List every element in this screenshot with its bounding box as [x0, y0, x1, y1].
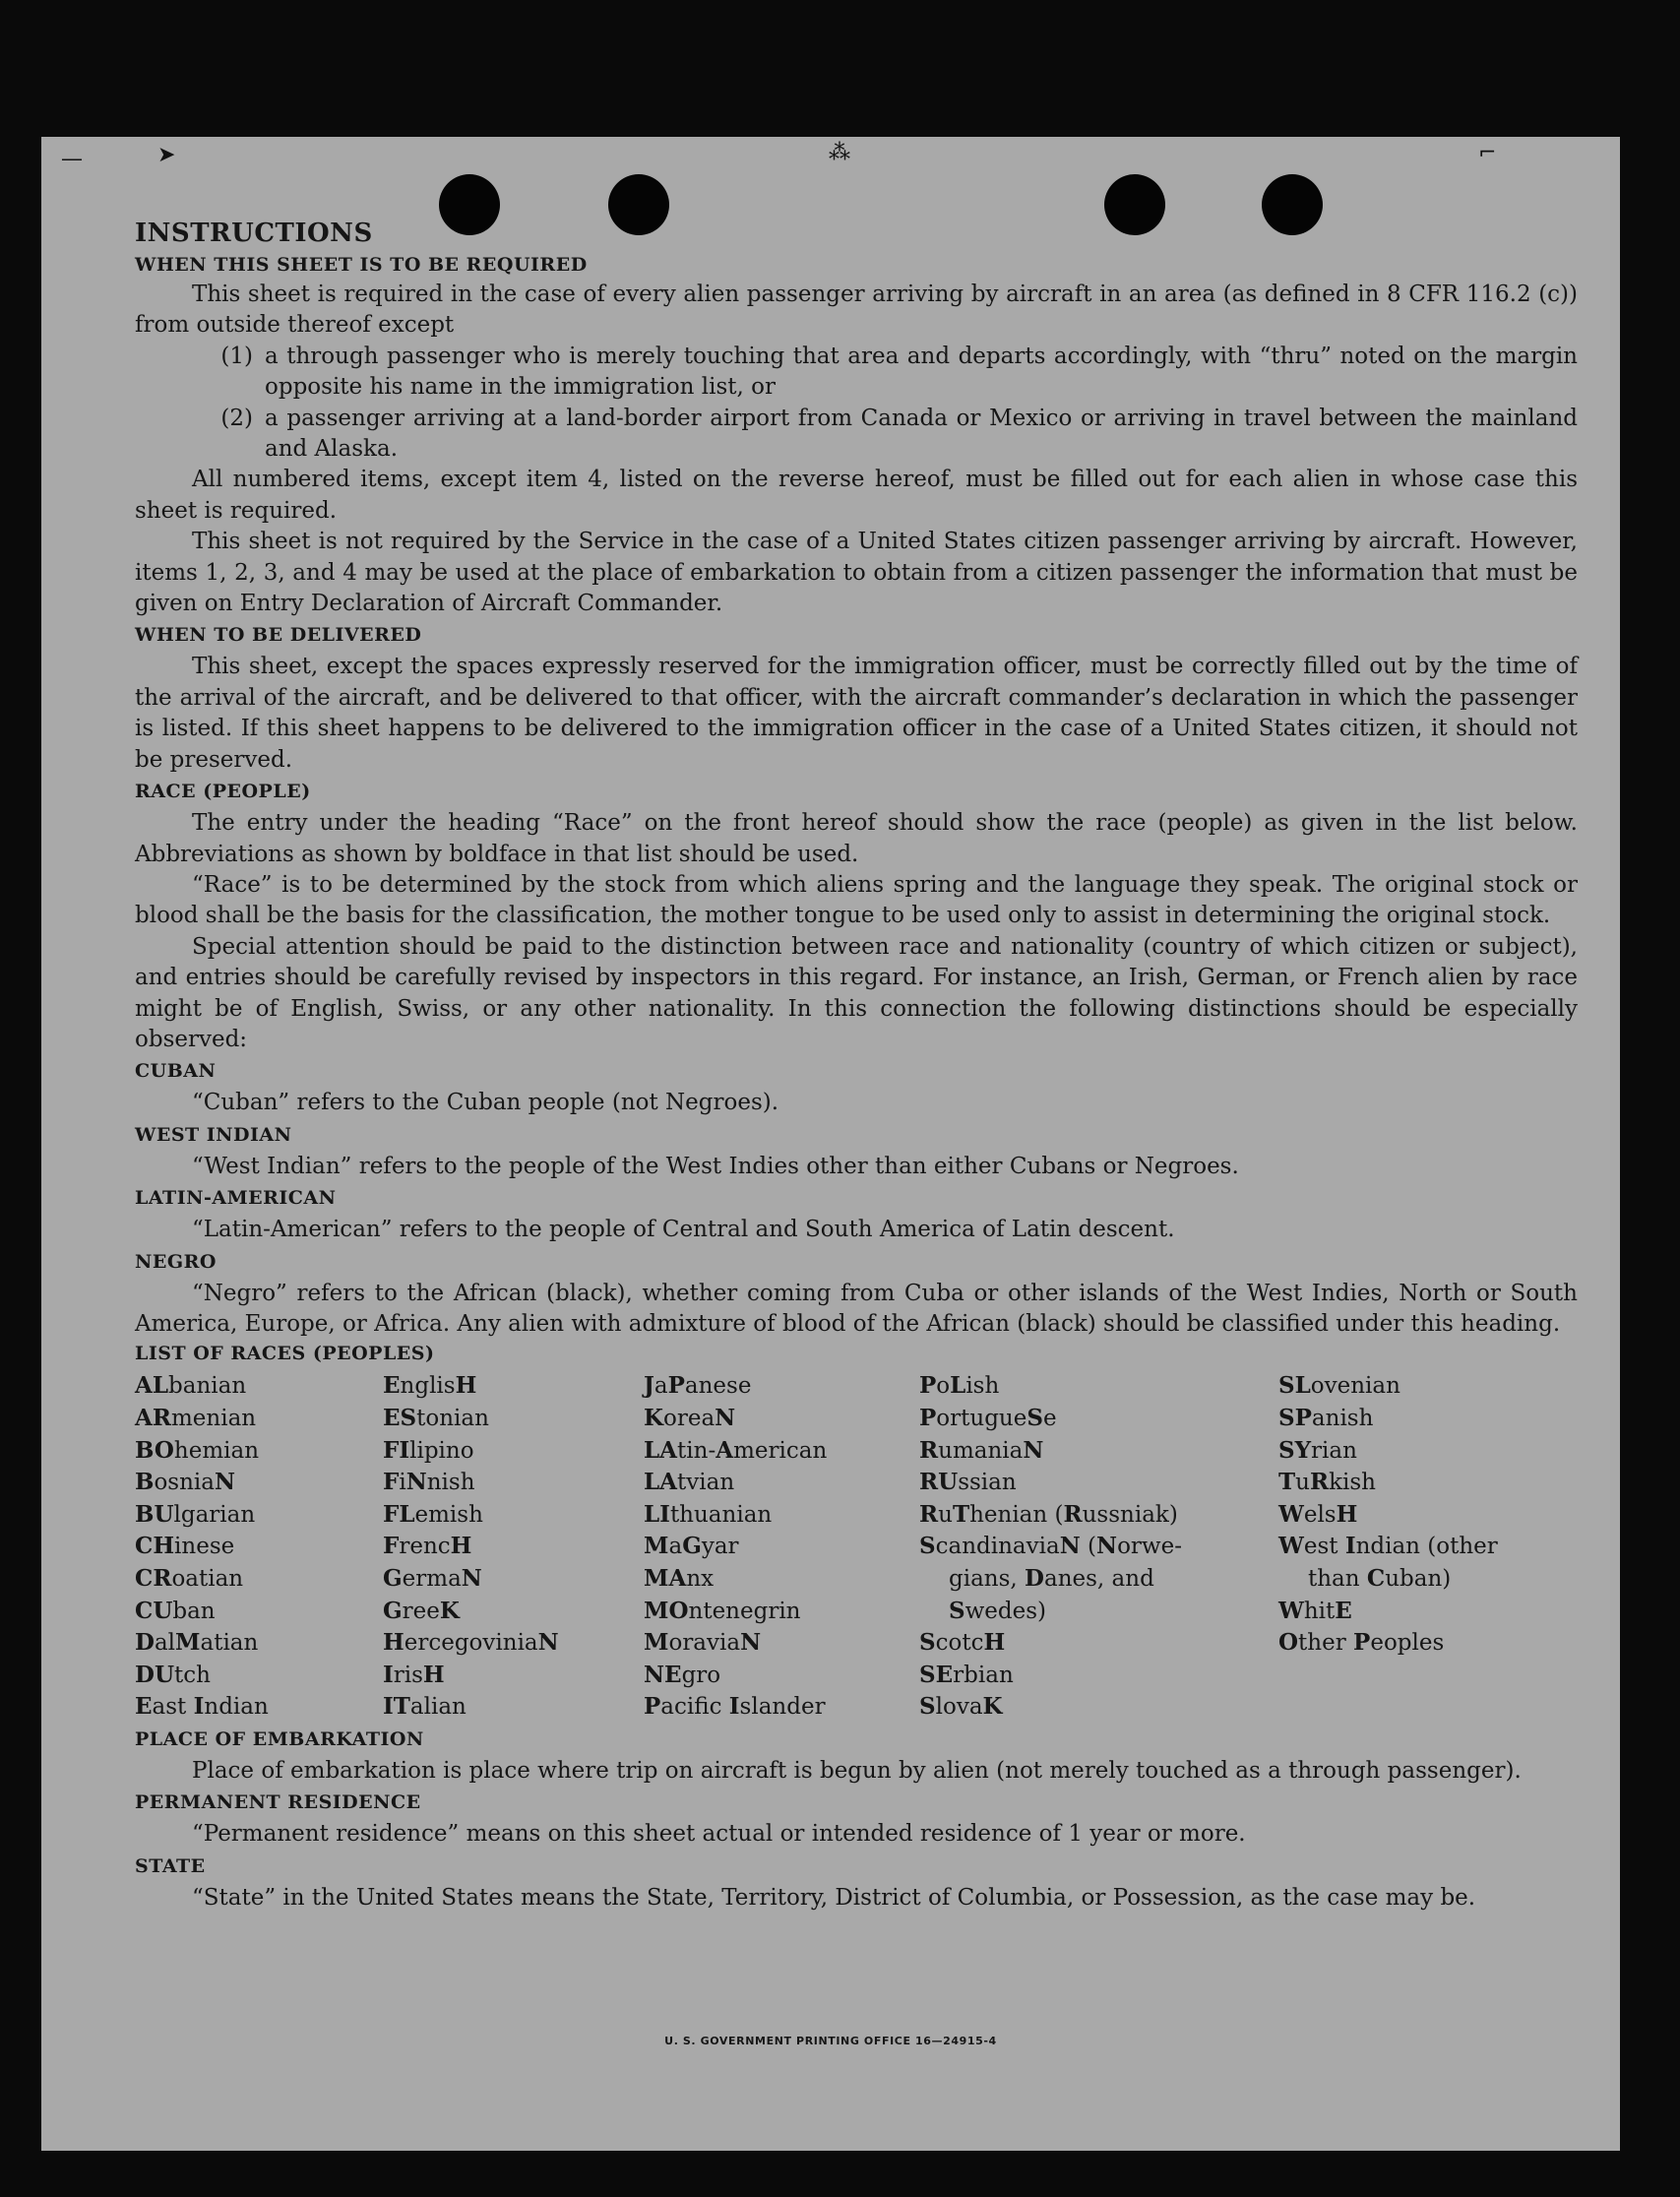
list-item: KoreaN	[644, 1404, 736, 1431]
list-item: GreeK	[383, 1597, 460, 1624]
item-text: a passenger arriving at a land-border airport from Canada or Mexico or arriving in travel between the mainland and Alaska.	[265, 405, 1578, 463]
list-item: CUban	[135, 1597, 216, 1624]
scan-mark: ⌐	[1478, 141, 1497, 165]
paragraph-latin-american: “Latin-American” refers to the people of Central and South America of Latin descent.	[192, 1217, 1175, 1243]
list-item: RuThenian (Russniak)	[919, 1500, 1178, 1528]
list-item: SPanish	[1278, 1404, 1374, 1431]
races-column-3	[644, 1370, 919, 1724]
list-item: ARmenian	[135, 1404, 257, 1431]
section-heading-residence: PERMANENT RESIDENCE	[135, 1791, 421, 1814]
races-list	[135, 1370, 1578, 1724]
list-item: FIlipino	[383, 1436, 474, 1464]
list-item: JaPanese	[644, 1372, 752, 1400]
list-item: SErbian	[919, 1661, 1014, 1688]
list-item: FLemish	[383, 1500, 483, 1528]
item-number: (2)	[220, 405, 253, 431]
list-item: PoLish	[919, 1372, 1000, 1400]
list-item: BosniaN	[135, 1469, 236, 1496]
list-item: SYrian	[1278, 1436, 1357, 1464]
paragraph-cuban: “Cuban” refers to the Cuban people (not Negroes).	[192, 1090, 779, 1116]
list-item: BOhemian	[135, 1436, 260, 1464]
list-item	[135, 342, 1578, 404]
section-heading-latin-american: LATIN-AMERICAN	[135, 1187, 337, 1210]
paragraph-required-intro: This sheet is required in the case of every alien passenger arriving by aircraft in an area (as defined in 8 CFR 116.2 (c)) from outside thereof except	[135, 282, 1578, 339]
list-item: RumaniaN	[919, 1436, 1044, 1464]
paragraph-state: “State” in the United States means the State, Territory, District of Columbia, or Possession, as the case may be.	[192, 1884, 1476, 1911]
section-heading-west-indian: WEST INDIAN	[135, 1123, 292, 1146]
list-item: ScandinaviaN (Norwe-	[919, 1533, 1182, 1560]
list-item: LAtvian	[644, 1469, 735, 1496]
list-item: gians, Danes, and	[949, 1564, 1154, 1592]
paragraph-residence: “Permanent residence” means on this sheet actual or intended residence of 1 year or more.	[192, 1821, 1246, 1848]
item-text: a through passenger who is merely touching that area and departs accordingly, with “thru” noted on the margin opposite his name in the immigration list, or	[265, 343, 1578, 401]
list-item: CRoatian	[135, 1564, 244, 1592]
list-item: MaGyar	[644, 1533, 739, 1560]
list-item: SlovaK	[919, 1693, 1003, 1721]
list-item: HercegoviniaN	[383, 1629, 559, 1657]
paragraph-west-indian: “West Indian” refers to the people of the West Indies other than either Cubans or Negroes.	[192, 1153, 1239, 1179]
printing-office-footer: U. S. GOVERNMENT PRINTING OFFICE 16—24915-4	[664, 2035, 997, 2047]
section-heading-cuban: CUBAN	[135, 1060, 217, 1083]
section-heading-state: STATE	[135, 1854, 206, 1877]
paragraph-race-2: “Race” is to be determined by the stock from which aliens spring and the language they speak. The original stock or blood shall be the basis for the classification, the mother tongue to be used only to assist in determining the original stock.	[135, 871, 1578, 929]
document-sheet	[41, 137, 1620, 2151]
list-item: DUtch	[135, 1661, 211, 1688]
list-item: LAtin-American	[644, 1436, 828, 1464]
list-item: LIthuanian	[644, 1500, 773, 1528]
list-item: PortugueSe	[919, 1404, 1057, 1431]
section-heading-delivered: WHEN TO BE DELIVERED	[135, 624, 422, 647]
paragraph-embarkation: Place of embarkation is place where trip on aircraft is begun by alien (not merely touched as a through passenger).	[192, 1757, 1522, 1784]
list-item: WhitE	[1278, 1597, 1352, 1624]
paragraph-numbered-items: All numbered items, except item 4, listed on the reverse hereof, must be filled out for each alien in whose case this sheet is required.	[135, 467, 1578, 524]
races-column-2	[383, 1370, 644, 1724]
list-item: GermaN	[383, 1564, 482, 1592]
list-item: SLovenian	[1278, 1372, 1400, 1400]
list-item: EStonian	[383, 1404, 489, 1431]
scan-mark: —	[61, 147, 83, 171]
list-item	[135, 404, 1578, 466]
list-item: BUlgarian	[135, 1500, 256, 1528]
paragraph-citizen: This sheet is not required by the Service in the case of a United States citizen passenger arriving by aircraft. However, items 1, 2, 3, and 4 may be used at the place of embarkation to obtain from a citizen passenger the information that must be given on Entry Declaration of Aircraft Commander.	[135, 529, 1578, 617]
section-heading-races-list: LIST OF RACES (PEOPLES)	[135, 1343, 435, 1365]
scan-mark: ➤	[157, 143, 176, 167]
list-item: FrencH	[383, 1533, 472, 1560]
list-item: RUssian	[919, 1469, 1017, 1496]
list-item: MoraviaN	[644, 1629, 762, 1657]
races-column-4	[919, 1370, 1278, 1724]
section-heading-embarkation: PLACE OF EMBARKATION	[135, 1727, 424, 1750]
section-heading-race: RACE (PEOPLE)	[135, 781, 311, 803]
list-item: ScotcH	[919, 1629, 1006, 1657]
paragraph-negro: “Negro” refers to the African (black), whether coming from Cuba or other islands of the West Indies, North or South America, Europe, or Africa. Any alien with admixture of blood of the African (black) should be classified under this heading.	[135, 1280, 1578, 1337]
instructions-body	[135, 216, 1578, 1914]
scan-mark: ⁂	[829, 141, 850, 165]
list-item: DalMatian	[135, 1629, 259, 1657]
list-item: ALbanian	[135, 1372, 247, 1400]
list-item: CHinese	[135, 1533, 235, 1560]
list-item: FiNnish	[383, 1469, 475, 1496]
list-item: Pacific Islander	[644, 1693, 826, 1721]
list-item: NEgro	[644, 1661, 721, 1688]
paragraph-race-1: The entry under the heading “Race” on the front hereof should show the race (people) as given in the list below. Abbreviations as shown by boldface in that list should be used.	[135, 810, 1578, 867]
list-item: MAnx	[644, 1564, 715, 1592]
paragraph-race-3: Special attention should be paid to the distinction between race and nationality (country of which citizen or subject), and entries should be carefully revised by inspectors in this regard. For instance, an Irish, German, or French alien by race might be of English, Swiss, or any other nationality. In this connection the following distinctions should be especially observed:	[135, 933, 1578, 1052]
list-item: than Cuban)	[1308, 1564, 1452, 1592]
item-number: (1)	[220, 343, 253, 369]
list-item: IrisH	[383, 1661, 445, 1688]
list-item: ITalian	[383, 1693, 467, 1721]
races-column-1	[135, 1370, 383, 1724]
paragraph-delivered: This sheet, except the spaces expressly reserved for the immigration officer, must be correctly filled out by the time of the arrival of the aircraft, and be delivered to that officer, with the aircraft commander’s declaration in which the passenger is listed. If this sheet happens to be delivered to the immigration officer in the case of a United States citizen, it should not be preserved.	[135, 654, 1578, 773]
list-item: MOntenegrin	[644, 1597, 801, 1624]
list-item: Swedes)	[949, 1597, 1047, 1624]
list-item: EnglisH	[383, 1372, 477, 1400]
section-heading-required: WHEN THIS SHEET IS TO BE REQUIRED	[135, 254, 588, 276]
list-item: WelsH	[1278, 1500, 1358, 1528]
list-item: East Indian	[135, 1693, 269, 1721]
page-title: INSTRUCTIONS	[135, 219, 373, 248]
list-item: Other Peoples	[1278, 1629, 1445, 1657]
list-item: TuRkish	[1278, 1469, 1376, 1496]
races-column-5	[1278, 1370, 1578, 1724]
list-item: West Indian (other	[1278, 1533, 1498, 1560]
section-heading-negro: NEGRO	[135, 1250, 217, 1273]
